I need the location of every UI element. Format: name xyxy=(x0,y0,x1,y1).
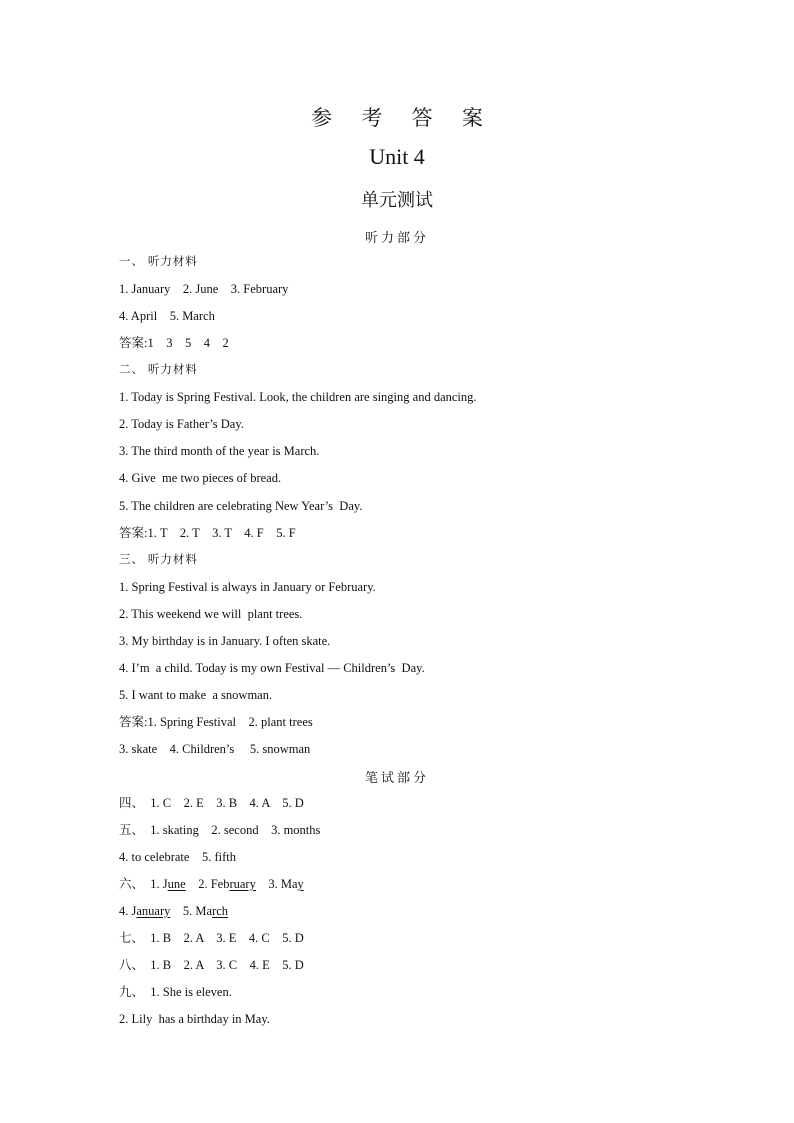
part6-item-prefix: 1. J xyxy=(150,877,168,891)
part2-line: 3. The third month of the year is March. xyxy=(119,444,320,458)
unit-test-subtitle: 单元测试 xyxy=(361,190,433,210)
part6-item-prefix: 3. Ma xyxy=(255,877,298,891)
part5-answers-continued: 4. to celebrate 5. fifth xyxy=(119,850,236,864)
part3-line: 5. I want to make a snowman. xyxy=(119,688,273,702)
part6-item-prefix: 2. Feb xyxy=(185,877,230,891)
part3-answer: 答案:1. Spring Festival 2. plant trees xyxy=(119,715,313,729)
part6-item-prefix: 5. Ma xyxy=(170,904,213,918)
part6-answers-continued xyxy=(119,902,228,920)
part6-item-underlined: ruary xyxy=(229,877,256,891)
part9-answers-continued: 2. Lily has a birthday in May. xyxy=(119,1012,270,1026)
part6-item-underlined: anuary xyxy=(136,904,171,918)
part6-item-underlined: y xyxy=(297,877,304,891)
part2-line: 5. The children are celebrating New Year’s Day. xyxy=(119,499,363,513)
part5-answers: 五、 1. skating 2. second 3. months xyxy=(119,823,321,837)
part6-item-underlined: une xyxy=(167,877,186,891)
writing-section-heading: 笔试部分 xyxy=(364,770,429,785)
part6-answers xyxy=(119,875,304,893)
part2-heading: 二、 听力材料 xyxy=(119,364,198,376)
part9-answers: 九、 1. She is eleven. xyxy=(119,985,232,999)
listening-section-heading: 听力部分 xyxy=(364,230,429,245)
part3-heading: 三、 听力材料 xyxy=(119,554,198,566)
part7-answers: 七、 1. B 2. A 3. E 4. C 5. D xyxy=(119,931,304,945)
part2-answer: 答案:1. T 2. T 3. T 4. F 5. F xyxy=(119,526,296,540)
page-title: 参 考 答 案 xyxy=(311,106,495,130)
part3-line: 4. I’m a child. Today is my own Festival — Children’s Day. xyxy=(119,661,425,675)
part2-line: 4. Give me two pieces of bread. xyxy=(119,471,282,485)
part8-answers: 八、 1. B 2. A 3. C 4. E 5. D xyxy=(119,958,304,972)
part3-line: 2. This weekend we will plant trees. xyxy=(119,607,303,621)
part2-line: 2. Today is Father’s Day. xyxy=(119,417,244,431)
part1-answer: 答案:1 3 5 4 2 xyxy=(119,336,229,350)
part3-line: 3. My birthday is in January. I often skate. xyxy=(119,634,331,648)
part6-item-prefix: 4. J xyxy=(119,904,137,918)
part4-answers: 四、 1. C 2. E 3. B 4. A 5. D xyxy=(119,796,304,810)
part1-line: 1. January 2. June 3. February xyxy=(119,282,289,296)
part3-line: 1. Spring Festival is always in January or February. xyxy=(119,580,376,594)
unit-title: Unit 4 xyxy=(369,144,425,169)
part2-line: 1. Today is Spring Festival. Look, the children are singing and dancing. xyxy=(119,390,477,404)
part3-answer-continued: 3. skate 4. Children’s 5. snowman xyxy=(119,742,311,756)
part1-line: 4. April 5. March xyxy=(119,309,215,323)
part6-label: 六、 xyxy=(119,877,151,891)
part1-heading: 一、 听力材料 xyxy=(119,256,198,268)
part6-item-underlined: rch xyxy=(212,904,229,918)
